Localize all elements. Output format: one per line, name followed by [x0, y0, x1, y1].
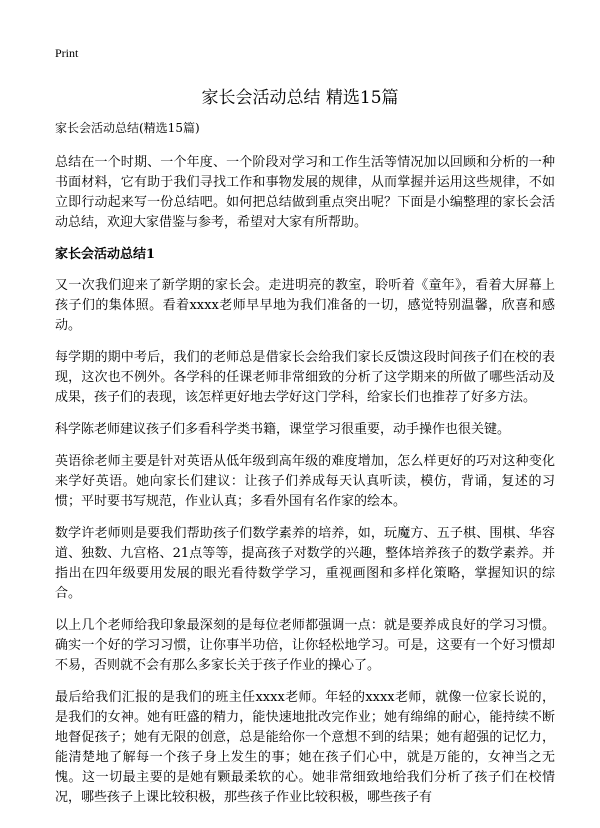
- body-paragraph-7: 最后给我们汇报的是我们的班主任xxxx老师。年轻的xxxx老师，就像一位家长说的，是我们的女神。她有旺盛的精力，能快速地批改完作业；她有绵绵的耐心，能持续不断地督促孩子；她有无限的创意，总是能给你一个意想不到的结果；她有超强的记忆力，能清楚地了解每一个孩子身上发生的事；她在孩子们心中，就是万能的，女神当之无愧。这一切最主要的是她有颗最柔软的心。她非常细致地给我们分析了孩子们在校情况，哪些孩子上课比较积极，那些孩子作业比较积极，哪些孩子有: [55, 690, 555, 805]
- print-link[interactable]: Print: [55, 46, 79, 60]
- page-title: 家长会活动总结 精选15篇: [201, 88, 399, 108]
- body-paragraph-4: 英语徐老师主要是针对英语从低年级到高年级的难度增加，怎么样更好的巧对这种变化来学好英语。她向家长们建议：让孩子们养成每天认真听读，模仿，背诵，复述的习惯；平时要书写规范，作业认真；多看外国有名作家的绘本。: [55, 454, 555, 509]
- body-paragraph-6: 以上几个老师给我印象最深刻的是每位老师都强调一点：就是要养成良好的学习习惯。确实一个好的学习习惯，让你事半功倍，让你轻松地学习。可是，这要有一个好习惯却不易，否则就不会有那么多家长关于孩子作业的操心了。: [55, 618, 555, 673]
- body-paragraph-3: 科学陈老师建议孩子们多看科学类书籍，课堂学习很重要，动手操作也很关键。: [55, 422, 511, 437]
- body-paragraph-1: 又一次我们迎来了新学期的家长会。走进明亮的教室，聆听着《童年》，看着大屏幕上孩子们的集体照。看着xxxx老师早早地为我们准备的一切，感觉特别温馨，欣喜和感动。: [55, 278, 555, 333]
- document-body: [55, 120, 555, 820]
- document-subtitle: 家长会活动总结(精选15篇): [55, 121, 200, 135]
- body-paragraph-2: 每学期的期中考后，我们的老师总是借家长会给我们家长反馈这段时间孩子们在校的表现，这次也不例外。各学科的任课老师非常细致的分析了这学期来的所做了哪些活动及成果，孩子们的表现，该怎样更好地去学好这门学科，给家长们也推荐了好多方法。: [55, 350, 555, 405]
- intro-paragraph: 总结在一个时期、一个年度、一个阶段对学习和工作生活等情况加以回顾和分析的一种书面材料，它有助于我们寻找工作和事物发展的规律，从而掌握并运用这些规律，不如立即行动起来写一份总结吧。如何把总结做到重点突出呢？下面是小编整理的家长会活动总结，欢迎大家借鉴与参考，希望对大家有所帮助。: [55, 155, 555, 230]
- body-paragraph-5: 数学许老师则是要我们帮助孩子们数学素养的培养，如，玩魔方、五子棋、围棋、华容道、独数、九宫格、21点等等，提高孩子对数学的兴趣，整体培养孩子的数学素养。并指出在四年级要用发展的眼光看待数学学习，重视画图和多样化策略，掌握知识的综合。: [55, 526, 555, 601]
- section-heading: 家长会活动总结1: [55, 247, 156, 262]
